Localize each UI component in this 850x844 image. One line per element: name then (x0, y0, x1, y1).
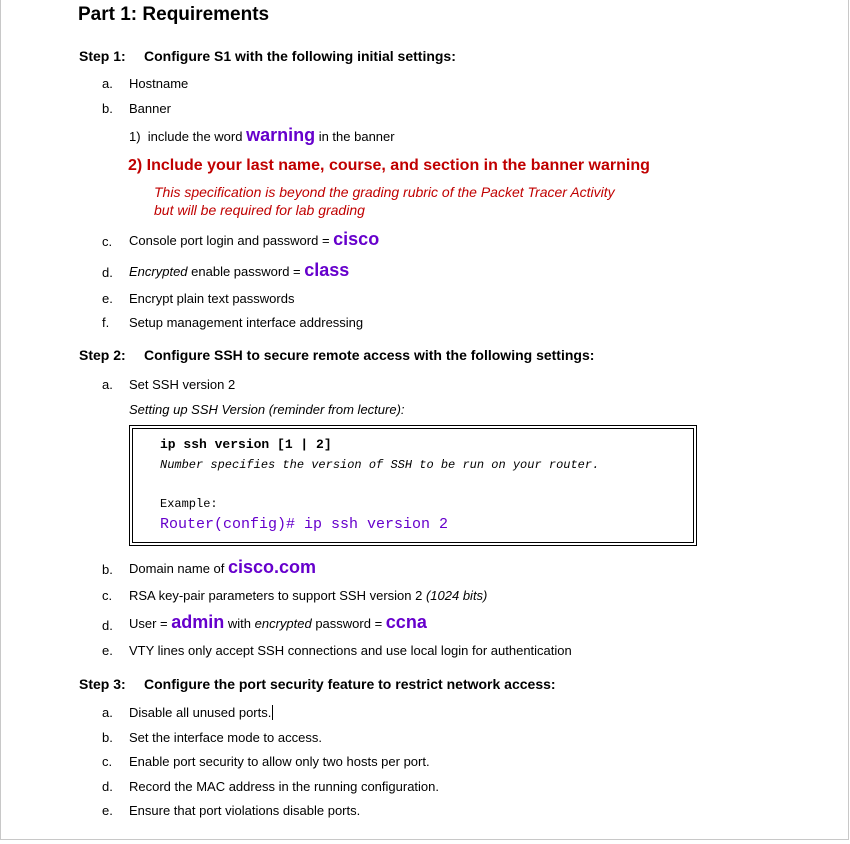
step2-c-line (129, 588, 487, 603)
step1-d-line (129, 260, 349, 281)
step3-d-text: Record the MAC address in the running configuration. (129, 779, 440, 794)
step2-a-note: Setting up SSH Version (reminder from lecture): (129, 402, 405, 417)
step1-a-letter: a. (102, 76, 113, 91)
step1-b1-highlight: warning (246, 125, 316, 145)
code-example-label: Example: (160, 497, 218, 511)
step1-e-letter: e. (102, 291, 113, 306)
step1-d-letter: d. (102, 265, 113, 280)
step2-b-highlight: cisco.com (228, 557, 317, 577)
step1-b-letter: b. (102, 101, 113, 116)
step2-a-text: Set SSH version 2 (129, 377, 236, 392)
text-cursor (272, 705, 273, 720)
step2-d-italic: encrypted (254, 616, 312, 631)
step-1-title: Configure S1 with the following initial settings: (144, 48, 456, 64)
step1-d-text: enable password = (187, 264, 305, 279)
step1-note-line1: This specification is beyond the grading rubric of the Packet Tracer Activity (154, 184, 615, 200)
step1-b-text: Banner (129, 101, 171, 116)
step1-b1-line (129, 125, 395, 146)
step3-e-text: Ensure that port violations disable ports. (129, 803, 361, 818)
step1-c-highlight: cisco (333, 229, 380, 249)
step2-b-text: Domain name of (129, 561, 228, 576)
step1-b1-pre: include the word (147, 129, 247, 144)
step2-d-mid: with (224, 616, 255, 631)
step2-e-letter: e. (102, 643, 113, 658)
step1-b1-post: in the banner (315, 129, 395, 144)
step3-a-line[interactable] (129, 705, 273, 720)
step2-c-text: RSA key-pair parameters to support SSH version 2 (129, 588, 426, 603)
step2-d-line (129, 612, 427, 633)
step2-a-letter: a. (102, 377, 113, 392)
step2-d-user-highlight: admin (171, 612, 225, 632)
code-description-line: Number specifies the version of SSH to be run on your router. (160, 458, 600, 472)
step1-d-italic: Encrypted (129, 264, 188, 279)
step-1-number: Step 1: (79, 48, 126, 64)
step-3-number: Step 3: (79, 676, 126, 692)
step3-c-text: Enable port security to allow only two hosts per port. (129, 754, 430, 769)
step2-c-italic: (1024 bits) (425, 588, 488, 603)
step1-b1-number: 1) (129, 129, 141, 144)
step2-d-pre: User = (129, 616, 172, 631)
step-2-number: Step 2: (79, 347, 126, 363)
step3-e-letter: e. (102, 803, 113, 818)
step3-b-text: Set the interface mode to access. (129, 730, 322, 745)
step2-d-password-highlight: ccna (385, 612, 427, 632)
step1-a-text: Hostname (129, 76, 189, 91)
step1-c-letter: c. (102, 234, 113, 249)
step3-c-letter: c. (102, 754, 113, 769)
step1-c-line (129, 229, 379, 250)
step3-a-text: Disable all unused ports. (129, 705, 272, 720)
step1-b2-requirement: 2) Include your last name, course, and section in the banner warning (128, 157, 650, 174)
step3-b-letter: b. (102, 730, 113, 745)
step3-a-letter: a. (102, 705, 113, 720)
step2-d-mid2: password = (311, 616, 386, 631)
step1-f-letter: f. (102, 315, 110, 330)
step1-c-text: Console port login and password = (129, 233, 334, 248)
step3-d-letter: d. (102, 779, 113, 794)
step1-note-line2: but will be required for lab grading (154, 202, 365, 218)
part-title: Part 1: Requirements (78, 4, 270, 25)
step1-e-text: Encrypt plain text passwords (129, 291, 295, 306)
step-3-title: Configure the port security feature to restrict network access: (144, 676, 556, 692)
step2-d-letter: d. (102, 618, 113, 633)
step2-b-letter: b. (102, 562, 113, 577)
step2-c-letter: c. (102, 588, 113, 603)
step2-e-text: VTY lines only accept SSH connections and use local login for authentication (129, 643, 572, 658)
step-3-heading (79, 676, 556, 692)
code-syntax-line: ip ssh version [1 | 2] (160, 437, 332, 452)
step2-b-line (129, 557, 316, 578)
step1-d-highlight: class (304, 260, 350, 280)
step-2-title: Configure SSH to secure remote access with the following settings: (144, 347, 595, 363)
step-1-heading (79, 48, 456, 64)
code-example-command: Router(config)# ip ssh version 2 (160, 516, 449, 533)
step-2-heading (79, 347, 594, 363)
step1-f-text: Setup management interface addressing (129, 315, 364, 330)
